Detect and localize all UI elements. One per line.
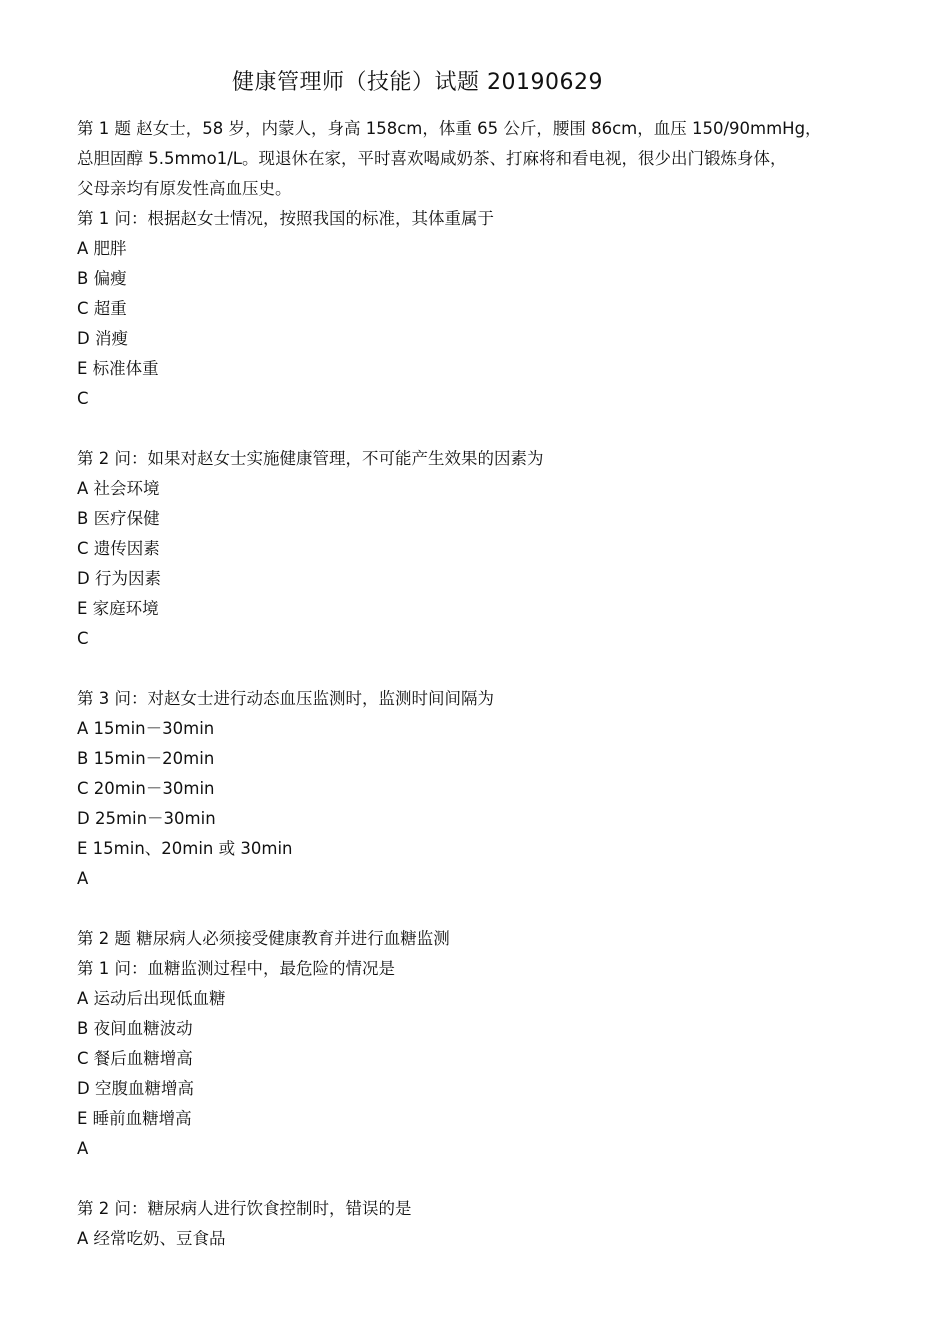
topic-1: [77, 114, 877, 924]
page-title: 健康管理师（技能）试题 20190629: [232, 70, 603, 95]
spacer: [77, 414, 877, 444]
option-a: A 运动后出现低血糖: [77, 989, 226, 1008]
answer: C: [77, 629, 89, 648]
spacer: [77, 894, 877, 924]
option-b: B 15min－20min: [77, 749, 215, 768]
spacer: [77, 1164, 877, 1194]
option-d: D 25min－30min: [77, 809, 216, 828]
topic-2-question-1: [77, 954, 877, 1164]
option-b: B 医疗保健: [77, 509, 160, 528]
option-e: E 15min、20min 或 30min: [77, 839, 293, 858]
option-c: C 遗传因素: [77, 539, 160, 558]
question-text: 第 1 问：根据赵女士情况，按照我国的标准，其体重属于: [77, 209, 494, 228]
topic-1-question-3: [77, 684, 877, 894]
option-e: E 家庭环境: [77, 599, 159, 618]
topic-1-header-line-3: 父母亲均有原发性高血压史。: [77, 179, 292, 198]
topic-2-header-line-1: 第 2 题 糖尿病人必须接受健康教育并进行血糖监测: [77, 929, 450, 948]
topic-1-header-line-1: 第 1 题 赵女士，58 岁，内蒙人，身高 158cm，体重 65 公斤，腰围 86cm，血压 150/90mmHg，: [77, 119, 822, 138]
option-a: A 15min－30min: [77, 719, 215, 738]
option-d: D 行为因素: [77, 569, 161, 588]
topic-1-header-line-2: 总胆固醇 5.5mmo1/L。现退休在家，平时喜欢喝咸奶茶、打麻将和看电视，很少出门锻炼身体，: [77, 149, 787, 168]
document-body: [77, 114, 877, 1254]
topic-1-question-1: [77, 204, 877, 414]
question-text: 第 2 问：糖尿病人进行饮食控制时，错误的是: [77, 1199, 412, 1218]
question-text: 第 3 问：对赵女士进行动态血压监测时，监测时间间隔为: [77, 689, 494, 708]
option-c: C 超重: [77, 299, 127, 318]
answer: C: [77, 389, 89, 408]
option-e: E 标准体重: [77, 359, 159, 378]
question-text: 第 2 问：如果对赵女士实施健康管理，不可能产生效果的因素为: [77, 449, 544, 468]
question-text: 第 1 问：血糖监测过程中，最危险的情况是: [77, 959, 395, 978]
option-b: B 偏瘦: [77, 269, 127, 288]
option-e: E 睡前血糖增高: [77, 1109, 192, 1128]
topic-2: [77, 924, 877, 1254]
option-a: A 社会环境: [77, 479, 160, 498]
option-d: D 空腹血糖增高: [77, 1079, 194, 1098]
option-c: C 餐后血糖增高: [77, 1049, 193, 1068]
answer: A: [77, 869, 89, 888]
option-a: A 经常吃奶、豆食品: [77, 1229, 226, 1248]
option-b: B 夜间血糖波动: [77, 1019, 193, 1038]
option-a: A 肥胖: [77, 239, 127, 258]
spacer: [77, 654, 877, 684]
topic-2-question-2: [77, 1194, 877, 1254]
topic-1-question-2: [77, 444, 877, 654]
option-c: C 20min－30min: [77, 779, 215, 798]
option-d: D 消瘦: [77, 329, 128, 348]
answer: A: [77, 1139, 89, 1158]
